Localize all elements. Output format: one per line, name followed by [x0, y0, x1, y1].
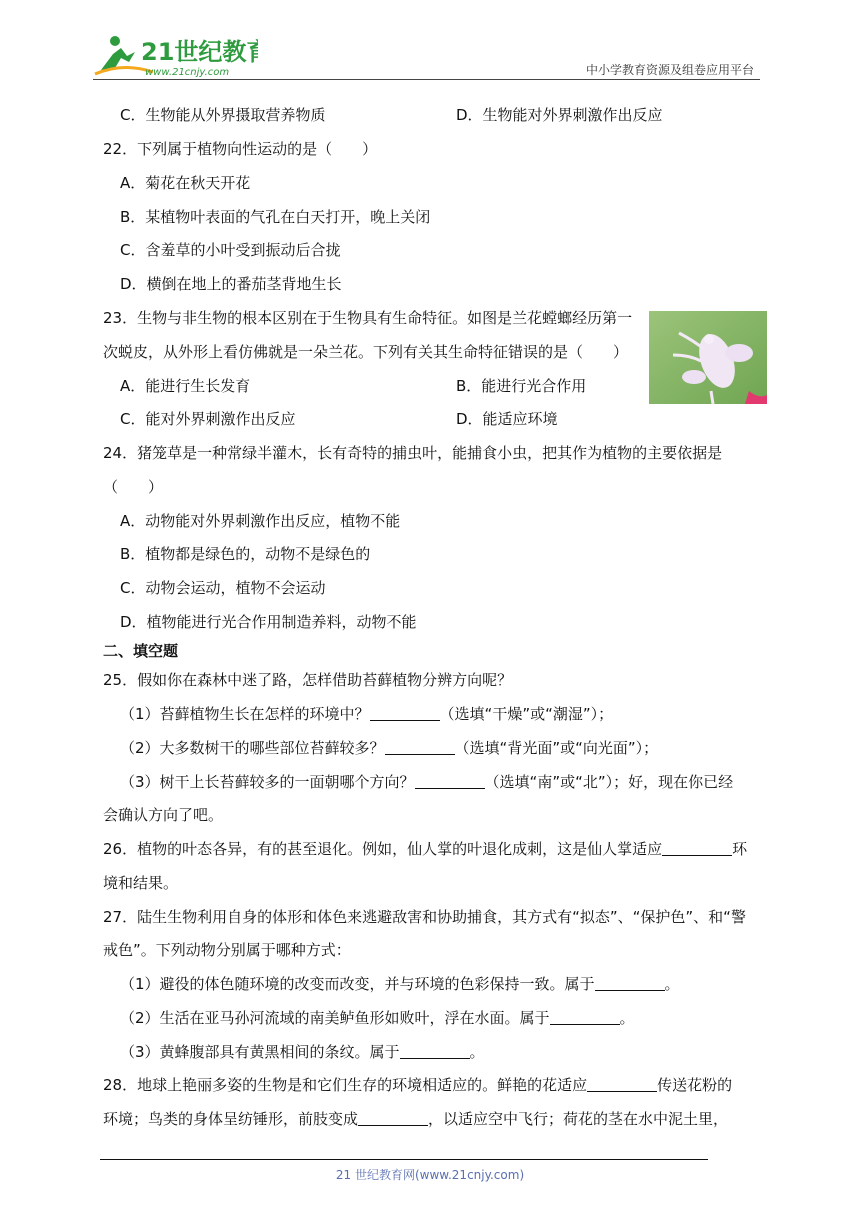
footer-link[interactable]: 21 世纪教育网(www.21cnjy.com) — [335, 1168, 525, 1182]
q27-blank-1[interactable] — [595, 974, 665, 991]
q27-part1-end: 。 — [664, 975, 680, 993]
q23-option-c: C．能对外界刺激作出反应 — [120, 410, 296, 428]
q25-part1-hint: （选填“干燥”或“潮湿”）； — [439, 705, 614, 723]
q26-text-end: 环 — [732, 840, 748, 858]
q24-option-a: A．动物能对外界刺激作出反应，植物不能 — [120, 512, 401, 530]
q21-option-d: D．生物能对外界刺激作出反应 — [456, 106, 663, 124]
q21-option-c: C．生物能从外界摄取营养物质 — [120, 106, 326, 124]
q25-blank-2[interactable] — [385, 738, 455, 755]
q25-part3-continued: 会确认方向了吧。 — [103, 806, 224, 824]
q27-blank-3[interactable] — [400, 1042, 470, 1059]
footer-divider — [100, 1159, 708, 1160]
q28-blank-2[interactable] — [358, 1109, 428, 1126]
q25-part1-text: （1）苔藓植物生长在怎样的环境中？ — [120, 705, 370, 723]
q27-part3-end: 。 — [469, 1043, 485, 1061]
q28-text-3: 环境；鸟类的身体呈纺锤形，前肢变成 — [103, 1110, 359, 1128]
q23-option-a: A．能进行生长发育 — [120, 377, 251, 395]
q24-stem-line2: （ ） — [103, 478, 164, 496]
q25-part3-text: （3）树干上长苔藓较多的一面朝哪个方向？ — [120, 773, 415, 791]
q27-part2-end: 。 — [619, 1009, 635, 1027]
q25-part2 — [120, 738, 658, 758]
q26-line1 — [103, 839, 747, 859]
q22-option-a: A．菊花在秋天开花 — [120, 174, 251, 192]
q28-text-1: 28．地球上艳丽多姿的生物是和它们生存的环境相适应的。鲜艳的花适应 — [103, 1076, 588, 1094]
q22-option-d: D．横倒在地上的番茄茎背地生长 — [120, 275, 342, 293]
q26-blank[interactable] — [662, 839, 732, 856]
q27-part1-text: （1）避役的体色随环境的改变而改变，并与环境的色彩保持一致。属于 — [120, 975, 595, 993]
site-logo — [93, 32, 258, 78]
logo-text: 21世纪教育 — [141, 38, 258, 66]
header-platform-name: 中小学教育资源及组卷应用平台 — [585, 63, 754, 77]
q22-stem: 22．下列属于植物向性运动的是（ ） — [103, 140, 378, 158]
q25-blank-3[interactable] — [415, 772, 485, 789]
q25-part3-hint: （选填“南”或“北”）；好，现在你已经 — [484, 773, 734, 791]
q26-line2: 境和结果。 — [103, 874, 179, 892]
q28-line1 — [103, 1075, 732, 1095]
logo-url: www.21cnjy.com — [145, 67, 230, 78]
q27-part2 — [120, 1008, 635, 1028]
q27-blank-2[interactable] — [550, 1008, 620, 1025]
q28-text-4: ，以适应空中飞行；荷花的茎在水中泥土里， — [428, 1110, 729, 1128]
q27-part1 — [120, 974, 680, 994]
q24-stem-line1: 24．猪笼草是一种常绿半灌木，长有奇特的捕虫叶，能捕食小虫，把其作为植物的主要依据是 — [103, 444, 723, 462]
q23-stem-line2: 次蜕皮，从外形上看仿佛就是一朵兰花。下列有关其生命特征错误的是（ ） — [103, 343, 629, 361]
q28-blank-1[interactable] — [587, 1075, 657, 1092]
q23-option-d: D．能适应环境 — [456, 410, 558, 428]
q24-option-d: D．植物能进行光合作用制造养料，动物不能 — [120, 613, 417, 631]
q26-text: 26．植物的叶态各异，有的甚至退化。例如，仙人掌的叶退化成刺，这是仙人掌适应 — [103, 840, 663, 858]
q27-part2-text: （2）生活在亚马孙河流域的南美鲈鱼形如败叶，浮在水面。属于 — [120, 1009, 550, 1027]
q25-blank-1[interactable] — [370, 704, 440, 721]
q23-option-b: B．能进行光合作用 — [456, 377, 587, 395]
q22-option-c: C．含羞草的小叶受到振动后合拢 — [120, 241, 341, 259]
header-divider — [93, 79, 760, 80]
q25-part2-text: （2）大多数树干的哪些部位苔藓较多？ — [120, 739, 385, 757]
q25-part3 — [120, 772, 733, 792]
q25-part2-hint: （选填“背光面”或“向光面”）； — [454, 739, 659, 757]
q22-option-b: B．某植物叶表面的气孔在白天打开，晚上关闭 — [120, 208, 431, 226]
q27-stem-line1: 27．陆生生物利用自身的体形和体色来逃避敌害和协助捕食，其方式有“拟态”、“保护色”、和“警 — [103, 908, 746, 926]
q25-stem: 25．假如你在森林中迷了路，怎样借助苔藓植物分辨方向呢？ — [103, 671, 513, 689]
section-heading-fill-in: 二、填空题 — [103, 642, 179, 660]
q23-stem-line1: 23．生物与非生物的根本区别在于生物具有生命特征。如图是兰花螳螂经历第一 — [103, 309, 633, 327]
q28-text-2: 传送花粉的 — [657, 1076, 733, 1094]
q25-part1 — [120, 704, 613, 724]
q27-part3-text: （3）黄蜂腹部具有黄黑相间的条纹。属于 — [120, 1043, 400, 1061]
q24-option-c: C．动物会运动，植物不会运动 — [120, 579, 326, 597]
q28-line2 — [103, 1109, 728, 1129]
orchid-mantis-image — [649, 311, 767, 404]
q24-option-b: B．植物都是绿色的，动物不是绿色的 — [120, 545, 371, 563]
q27-stem-line2: 戒色”。下列动物分别属于哪种方式： — [103, 941, 351, 959]
q27-part3 — [120, 1042, 485, 1062]
